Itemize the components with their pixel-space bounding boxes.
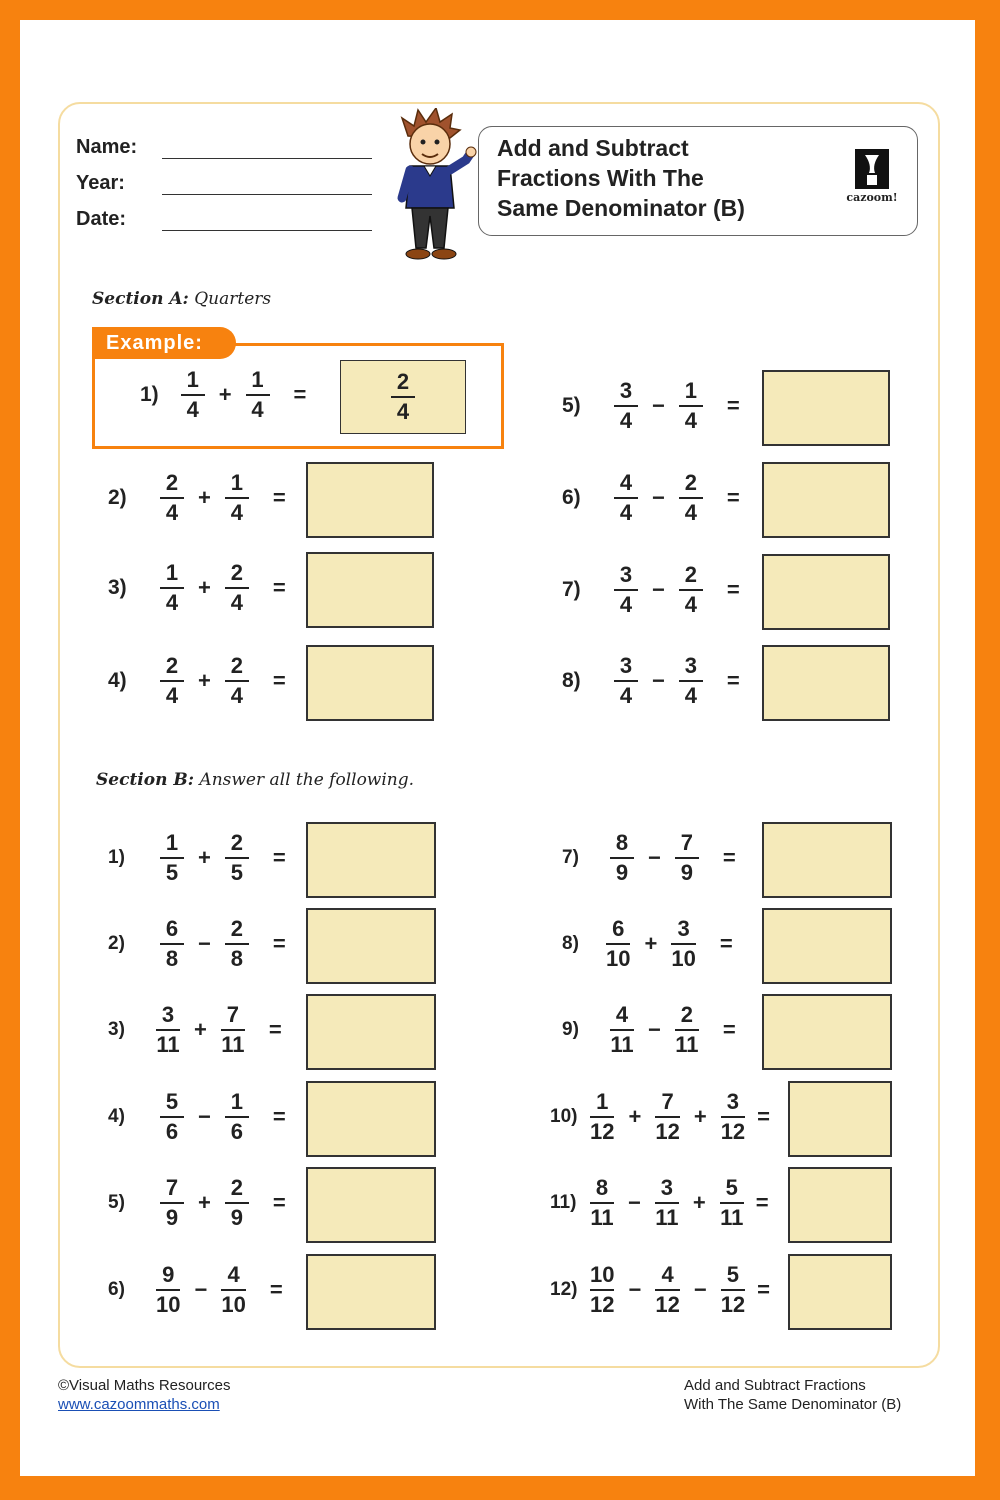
denominator: 4: [165, 683, 179, 708]
numerator: 3: [660, 1175, 673, 1200]
cazoom-logo: [837, 147, 907, 217]
section-a-label: Section A:: [92, 289, 189, 309]
fraction: [225, 830, 249, 886]
question-row: [562, 914, 739, 974]
fraction: [590, 1089, 614, 1145]
fraction: [720, 1175, 744, 1231]
numerator: 3: [684, 653, 697, 678]
equals-sign: =: [272, 845, 286, 870]
equals-sign: =: [757, 1104, 771, 1129]
numerator: 5: [725, 1175, 738, 1200]
numerator: 3: [619, 378, 633, 403]
example-question: [140, 365, 312, 425]
equals-sign: =: [269, 1277, 283, 1302]
fraction: [221, 1002, 245, 1058]
numerator: 6: [165, 916, 179, 941]
fraction: [160, 830, 184, 886]
denominator: 4: [230, 590, 243, 615]
denominator: 4: [619, 592, 633, 617]
denominator: 11: [156, 1032, 180, 1057]
denominator: 12: [655, 1119, 680, 1144]
numerator: 1: [230, 470, 243, 495]
numerator: 4: [619, 470, 633, 495]
operator: +: [194, 1017, 207, 1042]
operator: −: [628, 1190, 641, 1215]
footer-title-line-1: Add and Subtract Fractions: [684, 1377, 866, 1394]
equals-sign: =: [272, 931, 286, 956]
numerator: 2: [684, 470, 697, 495]
question-number: 9): [562, 1019, 579, 1040]
numerator: 2: [684, 562, 697, 587]
operator: +: [218, 382, 232, 407]
equals-sign: =: [726, 577, 740, 602]
numerator: 3: [726, 1089, 740, 1114]
operator: +: [198, 1190, 211, 1215]
operator: +: [628, 1104, 642, 1129]
logo-text: cazoom!: [846, 191, 898, 204]
question-row: [108, 828, 292, 888]
question-row: [562, 1000, 742, 1060]
answer-box[interactable]: [762, 822, 892, 898]
answer-box[interactable]: [306, 822, 436, 898]
question-row: [108, 1087, 292, 1147]
operator: +: [692, 1190, 706, 1215]
denominator: 4: [251, 397, 264, 422]
question-number: 1): [140, 383, 159, 406]
question-row: [108, 914, 292, 974]
example-label: Example:: [106, 332, 203, 354]
numerator: 3: [677, 916, 690, 941]
question-number: 10): [550, 1106, 578, 1127]
cazoom-logo-icon: [837, 147, 907, 191]
numerator: 3: [619, 562, 633, 587]
operator: +: [198, 575, 211, 600]
numerator: 2: [230, 1175, 243, 1200]
fraction: [225, 1089, 249, 1145]
operator: −: [628, 1277, 642, 1302]
denominator: 4: [684, 683, 697, 708]
equals-sign: =: [755, 1190, 769, 1215]
question-number: 2): [108, 486, 127, 509]
question-row: [562, 828, 742, 888]
question-number: 12): [550, 1279, 578, 1300]
equals-sign: =: [272, 575, 286, 600]
denominator: 10: [221, 1292, 246, 1317]
numerator: 2: [396, 369, 410, 394]
question-row: [108, 468, 292, 528]
denominator: 6: [230, 1119, 243, 1144]
fraction: [160, 470, 184, 526]
fraction: [655, 1089, 679, 1145]
fraction: [225, 653, 249, 709]
operator: +: [198, 845, 211, 870]
name-label: Name:: [76, 136, 138, 158]
question-number: 1): [108, 847, 125, 868]
answer-box[interactable]: [788, 1254, 892, 1330]
title-box: [478, 126, 918, 236]
fraction: [225, 916, 249, 972]
section-b-subtitle: Answer all the following.: [194, 770, 415, 790]
fraction: [160, 560, 184, 616]
example-answer-box: [340, 360, 466, 434]
website-link[interactable]: www.cazoommaths.com: [58, 1396, 220, 1413]
operator: −: [693, 1277, 707, 1302]
fraction: [156, 1262, 180, 1318]
numerator: 8: [595, 1175, 609, 1200]
question-number: 8): [562, 669, 581, 692]
denominator: 5: [165, 860, 179, 885]
answer-box[interactable]: [762, 554, 890, 630]
numerator: 6: [612, 916, 625, 941]
question-number: 5): [108, 1192, 125, 1213]
equals-sign: =: [726, 393, 740, 418]
question-number: 8): [562, 933, 579, 954]
fraction: [225, 470, 249, 526]
operator: −: [194, 1277, 208, 1302]
fraction: [246, 367, 270, 423]
question-row: [550, 1173, 775, 1233]
answer-box[interactable]: [306, 908, 436, 984]
denominator: 9: [680, 860, 693, 885]
equals-sign: =: [726, 668, 740, 693]
denominator: 4: [230, 500, 243, 525]
denominator: 11: [590, 1205, 614, 1230]
fraction: [721, 1089, 745, 1145]
question-number: 6): [108, 1279, 125, 1300]
numerator: 3: [161, 1002, 175, 1027]
question-number: 7): [562, 847, 579, 868]
denominator: 12: [720, 1119, 746, 1144]
equals-sign: =: [722, 845, 736, 870]
answer-box[interactable]: [788, 1167, 892, 1243]
title-line-2: Fractions With The: [497, 165, 704, 191]
denominator: 12: [590, 1119, 615, 1144]
answer-box[interactable]: [306, 462, 434, 538]
denominator: 10: [606, 946, 631, 971]
denominator: 12: [590, 1292, 615, 1317]
numerator: 1: [596, 1089, 609, 1114]
title-line-1: Add and Subtract: [497, 135, 689, 161]
denominator: 4: [186, 397, 199, 422]
question-row: [562, 651, 746, 711]
operator: −: [652, 577, 665, 602]
denominator: 10: [671, 946, 696, 971]
fraction: [679, 562, 703, 618]
denominator: 4: [684, 408, 697, 433]
equals-sign: =: [757, 1277, 771, 1302]
denominator: 11: [221, 1032, 245, 1057]
fraction: [614, 562, 638, 618]
numerator: 1: [251, 367, 264, 392]
section-b-heading: [96, 770, 414, 790]
numerator: 7: [661, 1089, 674, 1114]
answer-box[interactable]: [762, 908, 892, 984]
fraction: [675, 830, 699, 886]
question-number: 2): [108, 933, 125, 954]
section-a-subtitle: Quarters: [188, 289, 272, 309]
answer-box[interactable]: [762, 370, 890, 446]
fraction: [160, 653, 184, 709]
denominator: 8: [165, 946, 179, 971]
date-label: Date:: [76, 208, 127, 230]
numerator: 2: [230, 653, 243, 678]
section-a-heading: [92, 289, 271, 309]
equals-sign: =: [272, 668, 286, 693]
fraction: [181, 367, 205, 423]
equals-sign: =: [268, 1017, 282, 1042]
numerator: 1: [165, 830, 179, 855]
fraction: [590, 1175, 614, 1231]
numerator: 5: [165, 1089, 179, 1114]
question-number: 4): [108, 1106, 125, 1127]
answer-box[interactable]: [306, 645, 434, 721]
denominator: 9: [165, 1205, 179, 1230]
question-row: [108, 1000, 288, 1060]
question-number: 3): [108, 576, 127, 599]
footer-right: [684, 1376, 901, 1414]
denominator: 11: [655, 1205, 679, 1230]
numerator: 5: [726, 1262, 740, 1287]
fraction: [160, 1089, 184, 1145]
fraction: [606, 916, 630, 972]
fraction: [679, 470, 703, 526]
denominator: 11: [675, 1032, 699, 1057]
equals-sign: =: [722, 1017, 736, 1042]
fraction: [675, 1002, 699, 1058]
answer-box[interactable]: [762, 645, 890, 721]
copyright-text: ©Visual Maths Resources: [58, 1377, 231, 1394]
operator: −: [652, 668, 665, 693]
example-tab: [92, 327, 236, 359]
example-answer-fraction: [391, 369, 415, 425]
fraction: [156, 1002, 180, 1058]
fraction: [614, 653, 638, 709]
answer-box[interactable]: [762, 462, 890, 538]
operator: −: [198, 1104, 211, 1129]
question-row: [562, 468, 746, 528]
operator: −: [648, 1017, 661, 1042]
numerator: 2: [230, 830, 243, 855]
question-number: 5): [562, 394, 581, 417]
denominator: 10: [156, 1292, 181, 1317]
answer-box[interactable]: [306, 994, 436, 1070]
question-number: 7): [562, 578, 581, 601]
fraction: [721, 1262, 745, 1318]
numerator: 1: [230, 1089, 243, 1114]
answer-box[interactable]: [788, 1081, 892, 1157]
fraction: [610, 1002, 634, 1058]
fraction: [225, 1175, 249, 1231]
numerator: 1: [165, 560, 179, 585]
question-row: [108, 651, 292, 711]
equals-sign: =: [272, 1104, 286, 1129]
denominator: 4: [165, 500, 179, 525]
equals-sign: =: [726, 485, 740, 510]
question-number: 11): [550, 1192, 577, 1213]
denominator: 5: [230, 860, 243, 885]
equals-sign: =: [719, 931, 733, 956]
numerator: 2: [230, 560, 243, 585]
equals-sign: =: [272, 1190, 286, 1215]
mascot-boy-illustration: [380, 108, 480, 268]
question-row: [108, 1260, 289, 1320]
denominator: 11: [610, 1032, 634, 1057]
numerator: 8: [615, 830, 629, 855]
question-row: [108, 1173, 292, 1233]
year-label: Year:: [76, 172, 125, 194]
fraction: [160, 916, 184, 972]
fraction: [590, 1262, 614, 1318]
numerator: 4: [615, 1002, 629, 1027]
numerator: 7: [680, 830, 693, 855]
denominator: 9: [230, 1205, 243, 1230]
numerator: 7: [226, 1002, 239, 1027]
operator: −: [648, 845, 661, 870]
fraction: [225, 560, 249, 616]
numerator: 3: [619, 653, 633, 678]
operator: +: [693, 1104, 707, 1129]
fraction: [655, 1262, 679, 1318]
date-line[interactable]: [162, 230, 372, 231]
worksheet-page: [20, 20, 975, 1476]
denominator: 4: [684, 592, 697, 617]
numerator: 10: [590, 1262, 615, 1287]
operator: −: [652, 393, 665, 418]
question-row: [550, 1087, 776, 1147]
denominator: 12: [655, 1292, 680, 1317]
question-row: [562, 560, 746, 620]
numerator: 1: [684, 378, 697, 403]
denominator: 8: [230, 946, 243, 971]
question-row: [562, 376, 746, 436]
answer-box[interactable]: [306, 1254, 436, 1330]
answer-box[interactable]: [306, 1167, 436, 1243]
denominator: 12: [720, 1292, 746, 1317]
numerator: 4: [661, 1262, 674, 1287]
numerator: 9: [162, 1262, 175, 1287]
question-number: 6): [562, 486, 581, 509]
question-row: [550, 1260, 776, 1320]
fraction: [679, 378, 703, 434]
equals-sign: =: [272, 485, 286, 510]
operator: +: [198, 485, 211, 510]
fraction: [160, 1175, 184, 1231]
denominator: 4: [619, 500, 633, 525]
fraction: [671, 916, 695, 972]
name-line[interactable]: [162, 158, 372, 159]
denominator: 6: [165, 1119, 179, 1144]
year-line[interactable]: [162, 194, 372, 195]
denominator: 4: [165, 590, 179, 615]
question-number: 4): [108, 669, 127, 692]
operator: +: [644, 931, 658, 956]
answer-box[interactable]: [306, 552, 434, 628]
denominator: 11: [720, 1205, 744, 1230]
numerator: 1: [186, 367, 199, 392]
denominator: 4: [619, 408, 633, 433]
numerator: 2: [230, 916, 243, 941]
question-number: 3): [108, 1019, 125, 1040]
fraction: [610, 830, 634, 886]
answer-box[interactable]: [762, 994, 892, 1070]
equals-sign: =: [293, 382, 307, 407]
section-b-label: Section B:: [96, 770, 195, 790]
denominator: 4: [619, 683, 633, 708]
numerator: 2: [165, 470, 179, 495]
denominator: 9: [615, 860, 629, 885]
denominator: 4: [684, 500, 697, 525]
footer-title-line-2: With The Same Denominator (B): [684, 1396, 902, 1413]
footer-left: [58, 1376, 231, 1414]
title-line-3: Same Denominator (B): [497, 195, 745, 221]
numerator: 7: [165, 1175, 179, 1200]
numerator: 4: [227, 1262, 240, 1287]
fraction: [655, 1175, 679, 1231]
numerator: 2: [680, 1002, 693, 1027]
denominator: 4: [230, 683, 243, 708]
fraction: [614, 378, 638, 434]
fraction: [614, 470, 638, 526]
answer-box[interactable]: [306, 1081, 436, 1157]
numerator: 2: [165, 653, 179, 678]
operator: +: [198, 668, 211, 693]
operator: −: [652, 485, 665, 510]
fraction: [221, 1262, 245, 1318]
denominator: 4: [396, 399, 410, 424]
question-row: [108, 558, 292, 618]
operator: −: [198, 931, 211, 956]
fraction: [679, 653, 703, 709]
